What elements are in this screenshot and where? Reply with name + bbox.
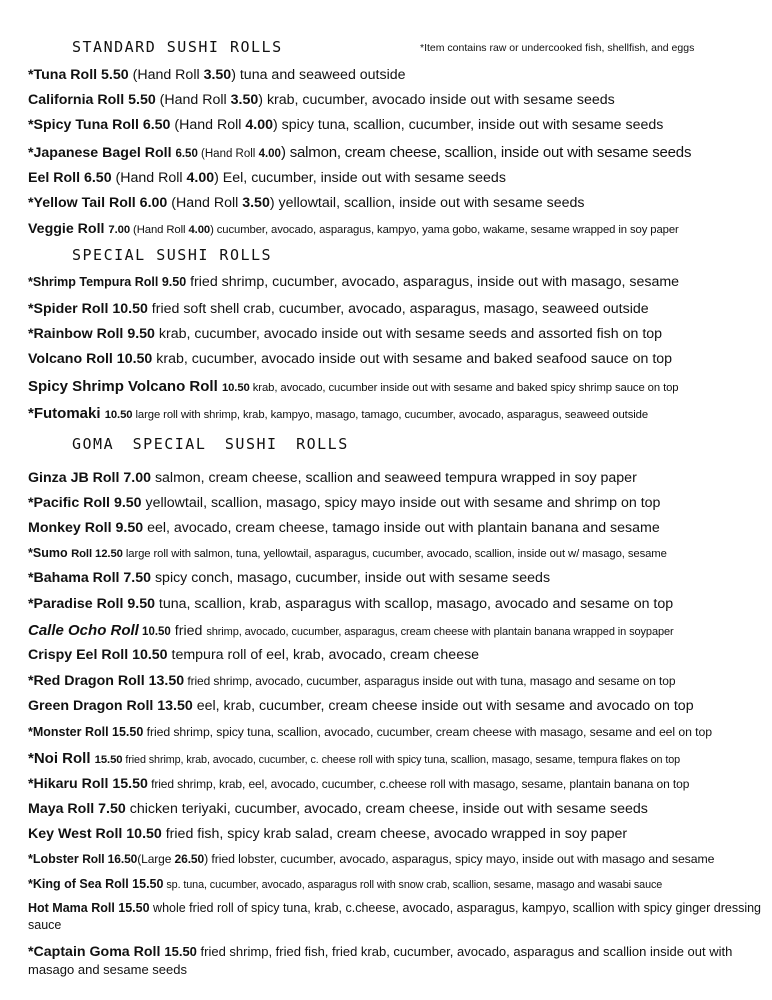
item-extra-price: 4.00 (245, 117, 273, 133)
item-price: 15.50 (94, 754, 123, 766)
item-desc: eel, avocado, cream cheese, tamago inside out with plantain banana and sesame (143, 520, 660, 536)
item-name: *Rainbow Roll 9.50 (28, 326, 155, 342)
item-name-price: Roll 12.50 (71, 548, 123, 560)
menu-item-captain-goma-roll (28, 943, 763, 979)
item-name: *Pacific Roll 9.50 (28, 495, 142, 511)
item-price: 6.50 (175, 148, 198, 160)
item-extra: (Hand Roll (130, 224, 189, 236)
item-price: 10.50 (221, 382, 250, 394)
menu-item-monkey-roll (28, 520, 768, 537)
item-name: Green Dragon Roll 13.50 (28, 698, 193, 714)
menu-item-pacific-roll (28, 495, 768, 512)
item-desc: large roll with salmon, tuna, yellowtail, asparagus, cucumber, avocado, scallion, inside out w/ masago, sesame (122, 548, 667, 560)
item-desc: fried shrimp, krab, eel, avocado, cucumber, c.cheese roll with masago, sesame, plantain banana on top (147, 777, 690, 791)
menu-item-ginza-jb-roll (28, 470, 768, 487)
item-desc: ) cucumber, avocado, asparagus, kampyo, yama gobo, wakame, sesame wrapped in soy paper (210, 224, 679, 236)
item-extra: (Hand Roll (167, 195, 243, 211)
item-name: Calle Ocho Roll (28, 622, 139, 639)
item-name: California Roll 5.50 (28, 92, 156, 108)
item-name: *Tuna Roll 5.50 (28, 67, 129, 83)
item-desc: ) yellowtail, scallion, inside out with sesame seeds (269, 195, 585, 211)
item-price: 10.50 (104, 409, 133, 421)
item-price: 9.50 (161, 275, 187, 289)
item-name: Hot Mama Roll 15.50 (28, 901, 150, 915)
item-name: Monkey Roll 9.50 (28, 520, 144, 536)
item-extra: (Hand Roll (170, 117, 246, 133)
menu-item-maya-roll (28, 801, 768, 818)
item-name: Key West Roll 10.50 (28, 826, 162, 842)
section-heading-goma: GOMA SPECIAL SUSHI ROLLS (72, 435, 349, 453)
item-name: *Futomaki (28, 405, 105, 422)
section-heading-standard: STANDARD SUSHI ROLLS (72, 38, 283, 56)
menu-item-key-west-roll (28, 826, 768, 843)
item-desc: fried shrimp, spicy tuna, scallion, avocado, cucumber, cream cheese with masago, sesame and eel on top (143, 725, 712, 739)
raw-food-notice: *Item contains raw or undercooked fish, shellfish, and eggs (420, 42, 695, 54)
item-desc: tuna, scallion, krab, asparagus with scallop, masago, avocado and sesame on top (154, 596, 674, 612)
item-extra: (Hand Roll (155, 92, 231, 108)
item-desc: ) krab, cucumber, avocado inside out with sesame seeds (258, 92, 615, 108)
item-extra-price: 4.00 (186, 170, 215, 186)
item-desc: ) tuna and seaweed outside (231, 67, 406, 83)
item-desc: whole fried roll of spicy tuna, krab, c.cheese, avocado, asparagus, kampyo, scallion with spicy ginger dressing sauce (28, 901, 761, 932)
item-extra-price: 3.50 (242, 195, 270, 211)
menu-item-calle-ocho-roll (28, 622, 768, 641)
item-extra-price: 4.00 (258, 148, 281, 160)
item-name: *Bahama Roll 7.50 (28, 570, 152, 586)
item-name-price: Roll 16.50 (82, 852, 138, 866)
menu-item-king-of-sea-roll (28, 876, 768, 894)
item-desc: ) fried lobster, cucumber, avocado, asparagus, spicy mayo, inside out with masago and sesame (204, 852, 715, 866)
item-desc: salmon, cream cheese, scallion and seaweed tempura wrapped in soy paper (151, 470, 637, 486)
item-name: *Spicy Tuna Roll 6.50 (28, 117, 171, 133)
section-heading-special: SPECIAL SUSHI ROLLS (72, 246, 273, 264)
item-desc: ) spicy tuna, scallion, cucumber, inside out with sesame seeds (273, 117, 664, 133)
menu-item-eel-roll (28, 170, 768, 187)
item-extra-price: 26.50 (174, 852, 205, 866)
item-extra-price: 3.50 (203, 67, 232, 83)
item-desc: large roll with shrimp, krab, kampyo, masago, tamago, cucumber, avocado, asparagus, seaweed outside (132, 409, 649, 421)
menu-item-monster-roll (28, 724, 768, 741)
item-name: Ginza JB Roll 7.00 (28, 470, 151, 486)
item-name: *Red Dragon Roll 13.50 (28, 673, 185, 689)
item-desc: krab, cucumber, avocado inside out with sesame and baked seafood sauce on top (152, 351, 673, 367)
item-name: Crispy Eel Roll 10.50 (28, 647, 168, 663)
item-name: Veggie Roll (28, 221, 109, 237)
menu-item-rainbow-roll (28, 326, 768, 343)
item-price: 9.50 (127, 596, 155, 612)
menu-item-california-roll (28, 92, 768, 109)
item-extra-price: 3.50 (230, 92, 259, 108)
item-desc-cont: shrimp, avocado, cucumber, asparagus, cream cheese with plantain banana wrapped in soypaper (206, 626, 674, 638)
item-price: 15.50 (164, 944, 197, 959)
item-desc: fried shrimp, fried fish, fried krab, cucumber, avocado, asparagus and scallion inside out with masago and sesame seeds (28, 944, 733, 977)
item-extra-price: 4.00 (188, 224, 211, 236)
menu-item-futomaki (28, 405, 768, 424)
item-desc: tempura roll of eel, krab, avocado, cream cheese (167, 647, 480, 663)
menu-item-crispy-eel-roll (28, 647, 768, 664)
item-name: *Lobster (28, 852, 83, 866)
menu-item-volcano-roll (28, 351, 768, 368)
item-desc: eel, krab, cucumber, cream cheese inside out with sesame and avocado on top (192, 698, 694, 714)
item-name: *Sumo (28, 546, 72, 560)
item-desc: fried fish, spicy krab salad, cream cheese, avocado wrapped in soy paper (161, 826, 628, 842)
menu-item-spicy-shrimp-volcano-roll (28, 378, 768, 397)
item-name: *Spider Roll 10.50 (28, 301, 148, 317)
item-desc: chicken teriyaki, cucumber, avocado, cream cheese, inside out with sesame seeds (125, 801, 648, 817)
menu-item-hot-mama-roll (28, 900, 763, 934)
menu-item-spider-roll (28, 301, 768, 318)
item-name: Maya Roll 7.50 (28, 801, 126, 817)
menu-item-bahama-roll (28, 570, 768, 587)
menu-item-yellow-tail-roll (28, 195, 768, 212)
menu-item-spicy-tuna-roll (28, 117, 768, 134)
menu-item-paradise-roll (28, 596, 768, 613)
menu-item-lobster-roll (28, 851, 768, 868)
item-price: 10.50 (138, 626, 171, 638)
menu-item-japanese-bagel-roll (28, 144, 768, 163)
menu-item-sumo-roll (28, 545, 768, 563)
item-name: *Shrimp Tempura Roll (28, 275, 162, 289)
menu-item-red-dragon-roll (28, 673, 768, 690)
item-desc: krab, avocado, cucumber inside out with sesame and baked spicy shrimp sauce on top (249, 382, 679, 394)
item-desc: fried soft shell crab, cucumber, avocado, asparagus, masago, seaweed outside (147, 301, 649, 317)
menu-item-noi-roll (28, 750, 768, 769)
item-desc: fried shrimp, cucumber, avocado, asparagus, inside out with masago, sesame (186, 274, 680, 290)
item-extra: (Large (137, 852, 175, 866)
item-name: *Yellow Tail Roll 6.00 (28, 195, 168, 211)
item-extra: (Hand Roll (197, 148, 259, 160)
item-name: *Paradise Roll (28, 596, 128, 612)
item-name: Eel Roll 6.50 (28, 170, 112, 186)
item-desc: fried (170, 623, 207, 639)
menu-item-green-dragon-roll (28, 698, 768, 715)
item-name: *Captain Goma Roll (28, 944, 165, 960)
item-name: Spicy Shrimp Volcano Roll (28, 378, 222, 395)
menu-item-shrimp-tempura-roll (28, 274, 768, 291)
item-desc: fried shrimp, krab, avocado, cucumber, c. cheese roll with spicy tuna, scallion, masago, sesame, tempura flakes on top (122, 754, 681, 766)
item-desc: fried shrimp, avocado, cucumber, asparagus inside out with tuna, masago and sesame on top (184, 674, 676, 688)
item-name: *Japanese Bagel Roll (28, 145, 176, 161)
item-name: *Hikaru Roll 15.50 (28, 776, 148, 792)
item-desc: krab, cucumber, avocado inside out with sesame seeds and assorted fish on top (154, 326, 663, 342)
item-desc: spicy conch, masago, cucumber, inside out with sesame seeds (151, 570, 551, 586)
menu-item-veggie-roll (28, 221, 768, 239)
item-desc: yellowtail, scallion, masago, spicy mayo inside out with sesame and shrimp on top (141, 495, 661, 511)
menu-item-hikaru-roll (28, 776, 768, 793)
item-extra: (Hand Roll (111, 170, 187, 186)
item-desc: sp. tuna, cucumber, avocado, asparagus roll with snow crab, scallion, sesame, masago and wasabi sauce (163, 879, 663, 891)
item-desc: ) salmon, cream cheese, scallion, inside out with sesame seeds (280, 144, 692, 161)
item-name: Volcano Roll 10.50 (28, 351, 153, 367)
item-name: *Noi Roll (28, 750, 95, 767)
item-extra: (Hand Roll (128, 67, 204, 83)
item-price: 7.00 (108, 224, 131, 236)
item-name: *Monster Roll 15.50 (28, 725, 144, 739)
menu-item-tuna-roll (28, 67, 768, 84)
item-name: *King of Sea Roll 15.50 (28, 877, 164, 891)
item-desc: ) Eel, cucumber, inside out with sesame seeds (214, 170, 506, 186)
